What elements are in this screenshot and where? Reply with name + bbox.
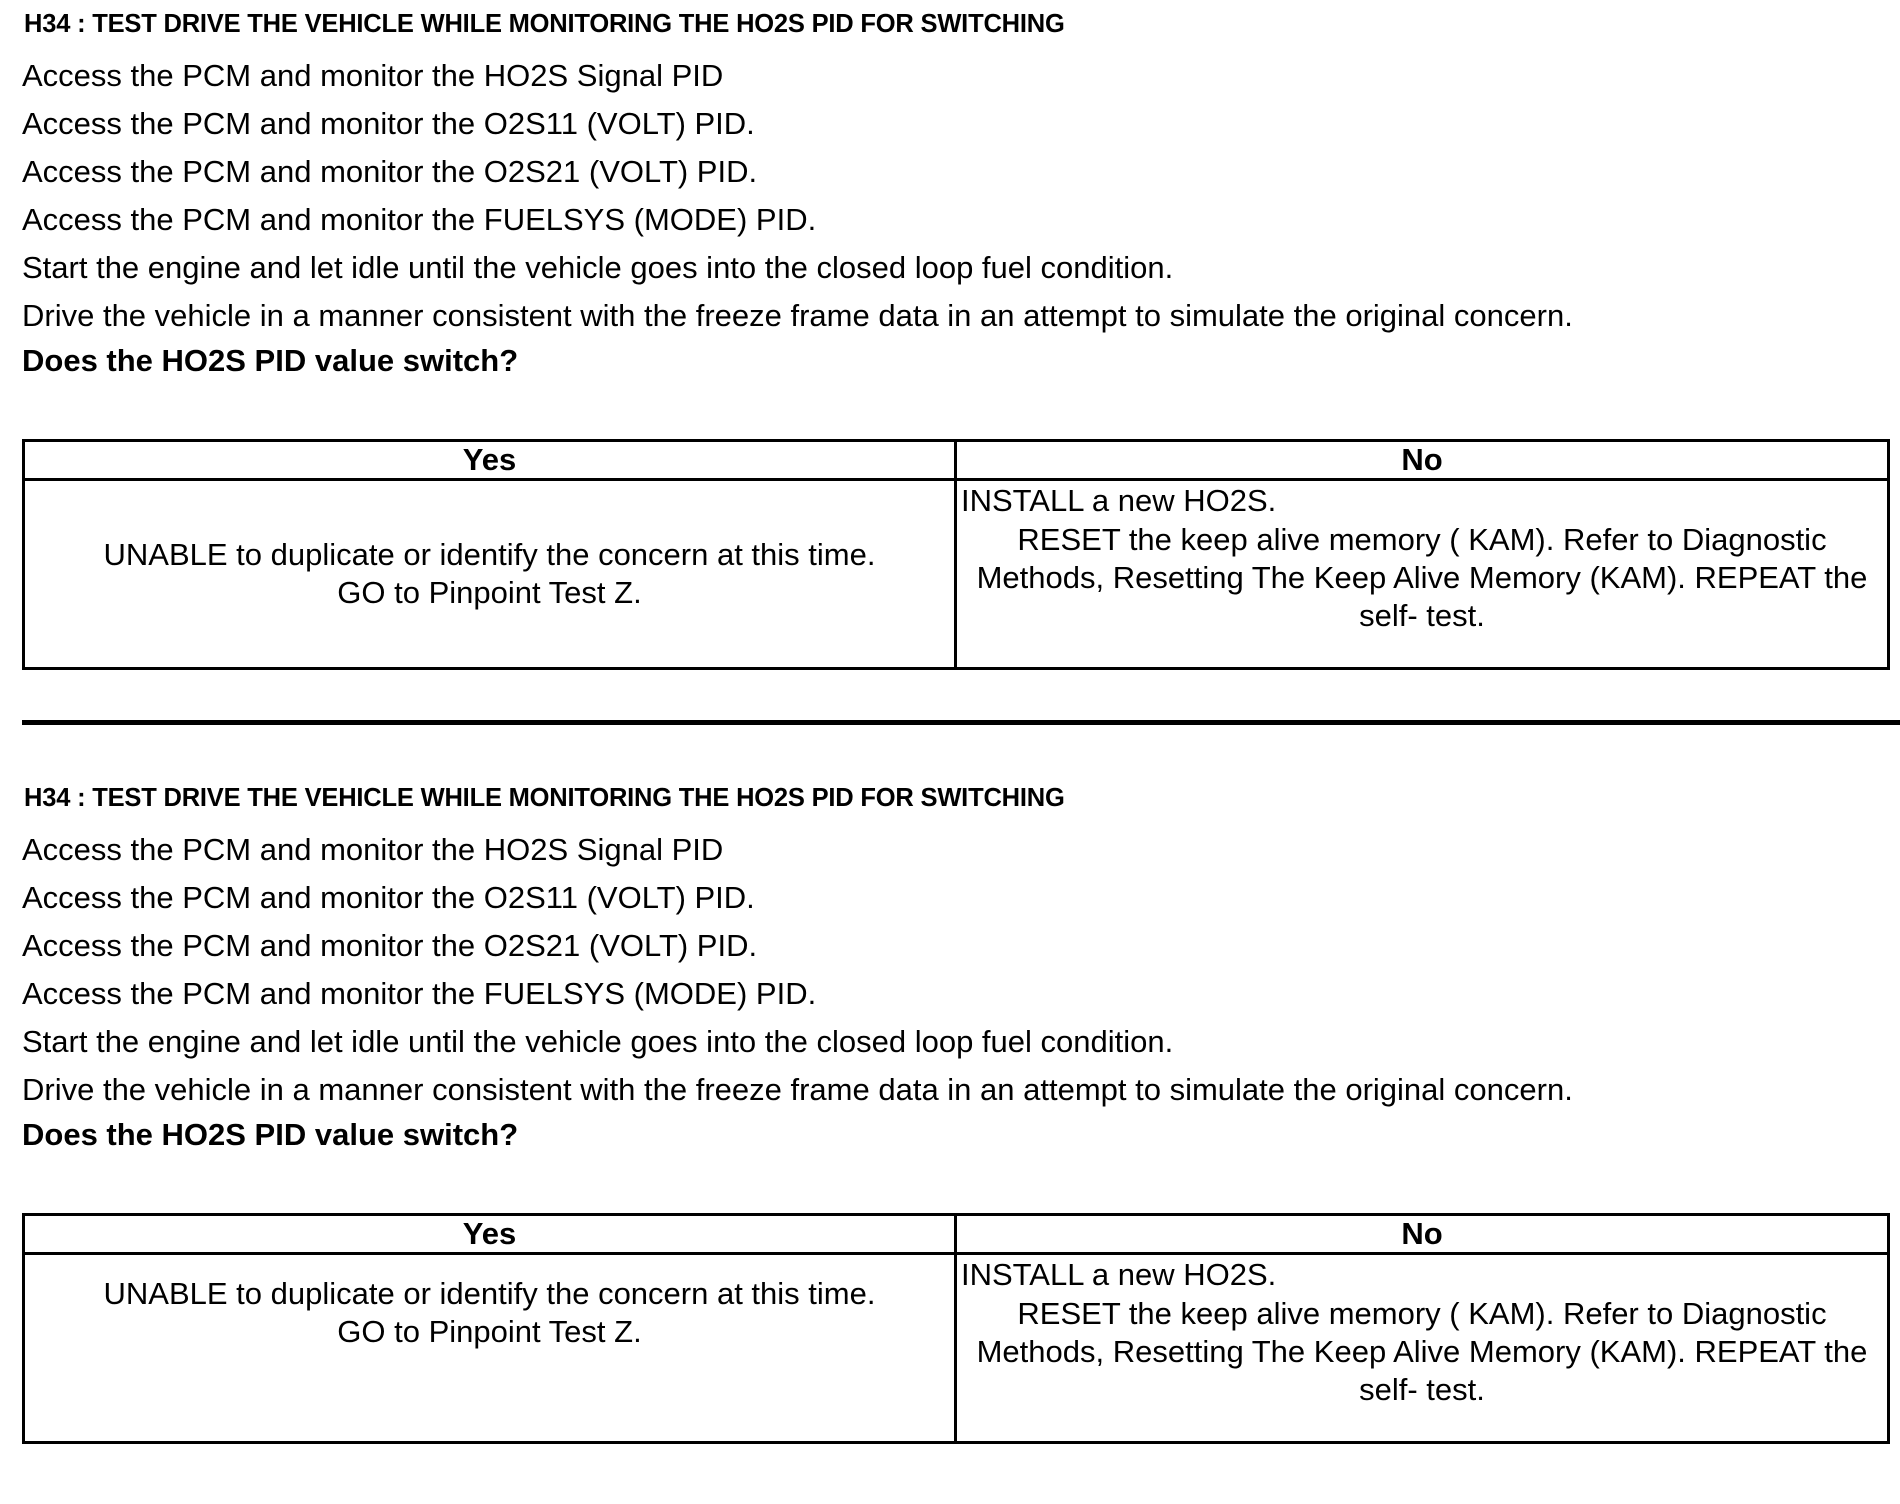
step-list (22, 826, 1573, 1114)
question: Does the HO2S PID value switch? (22, 1117, 519, 1152)
yes-text-line: GO to Pinpoint Test Z. (337, 1314, 642, 1349)
yes-cell (24, 1254, 956, 1443)
step-item: Access the PCM and monitor the FUELSYS (MODE) PID. (22, 976, 817, 1011)
no-text-body: RESET the keep alive memory ( KAM). Refer to Diagnostic Methods, Resetting The Keep Alive Memory (KAM). REPEAT the self- test. (976, 522, 1868, 633)
step-item: Drive the vehicle in a manner consistent with the freeze frame data in an attempt to simulate the original concern. (22, 298, 1573, 333)
yes-text-line: UNABLE to duplicate or identify the concern at this time. (103, 537, 876, 572)
no-cell (956, 1254, 1889, 1443)
step-item: Start the engine and let idle until the vehicle goes into the closed loop fuel condition. (22, 1024, 1174, 1059)
section-divider (22, 720, 1900, 725)
no-header: No (956, 1215, 1889, 1254)
step-item: Access the PCM and monitor the O2S11 (VOLT) PID. (22, 106, 755, 141)
step-item: Access the PCM and monitor the HO2S Signal PID (22, 832, 724, 867)
step-item: Access the PCM and monitor the O2S21 (VOLT) PID. (22, 928, 758, 963)
step-item: Drive the vehicle in a manner consistent with the freeze frame data in an attempt to simulate the original concern. (22, 1072, 1573, 1107)
yes-header: Yes (24, 1215, 956, 1254)
yes-cell (24, 480, 956, 669)
step-list (22, 52, 1573, 340)
step-item: Access the PCM and monitor the O2S21 (VOLT) PID. (22, 154, 758, 189)
section-title: H34 : TEST DRIVE THE VEHICLE WHILE MONITORING THE HO2S PID FOR SWITCHING (24, 784, 1065, 812)
no-cell (956, 480, 1889, 669)
step-item: Start the engine and let idle until the vehicle goes into the closed loop fuel condition. (22, 250, 1174, 285)
section-title: H34 : TEST DRIVE THE VEHICLE WHILE MONITORING THE HO2S PID FOR SWITCHING (24, 10, 1065, 38)
yes-header: Yes (24, 441, 956, 480)
yes-no-table (22, 439, 1890, 670)
yes-text-line: GO to Pinpoint Test Z. (337, 575, 642, 610)
step-item: Access the PCM and monitor the HO2S Signal PID (22, 58, 724, 93)
step-item: Access the PCM and monitor the FUELSYS (MODE) PID. (22, 202, 817, 237)
no-text-line: INSTALL a new HO2S. (961, 1257, 1277, 1292)
no-text-body: RESET the keep alive memory ( KAM). Refer to Diagnostic Methods, Resetting The Keep Alive Memory (KAM). REPEAT the self- test. (976, 1296, 1868, 1407)
no-header: No (956, 441, 1889, 480)
question: Does the HO2S PID value switch? (22, 343, 519, 378)
yes-no-table (22, 1213, 1890, 1444)
step-item: Access the PCM and monitor the O2S11 (VOLT) PID. (22, 880, 755, 915)
no-text-line: INSTALL a new HO2S. (961, 483, 1277, 518)
yes-text-line: UNABLE to duplicate or identify the concern at this time. (103, 1276, 876, 1311)
